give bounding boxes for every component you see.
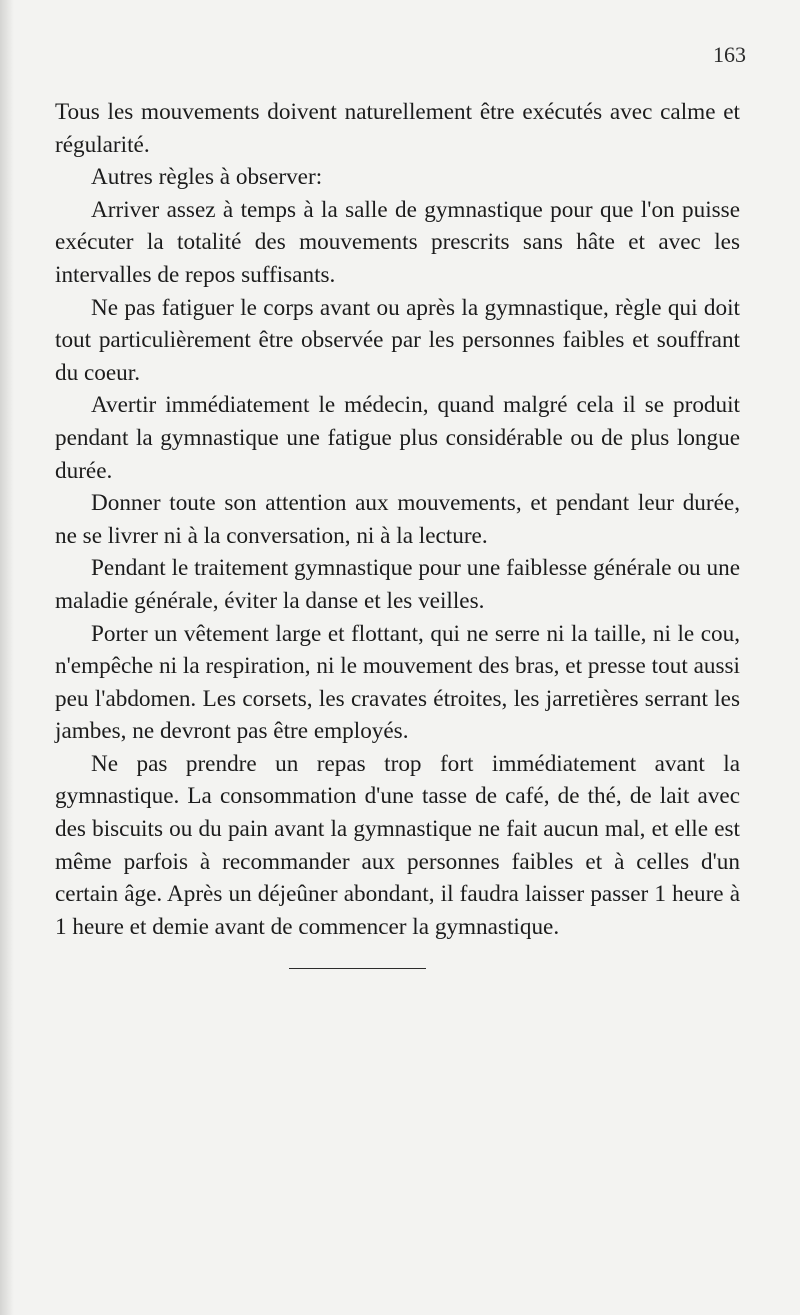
paragraph: Avertir immédiatement le médecin, quand malgré cela il se produit pendant la gymnastique une fatigue plus considérable ou de plus longue durée. bbox=[55, 392, 740, 484]
page-edge-shadow bbox=[0, 0, 14, 1315]
paragraph: Autres règles à observer: bbox=[91, 164, 323, 191]
section-end-rule bbox=[289, 968, 426, 969]
paragraph: Donner toute son attention aux mouvements, et pendant leur durée, ne se livrer ni à la conversation, ni à la lecture. bbox=[55, 490, 740, 549]
paragraph: Arriver assez à temps à la salle de gymnastique pour que l'on puisse exécuter la totalité des mouvements prescrits sans hâte et avec les intervalles de repos suffisants. bbox=[55, 196, 740, 288]
paragraph: Pendant le traitement gymnastique pour une faiblesse générale ou une maladie générale, éviter la danse et les veilles. bbox=[55, 555, 740, 614]
page-number: 163 bbox=[713, 42, 746, 67]
paragraph: Porter un vêtement large et flottant, qui ne serre ni la taille, ni le cou, n'empêche ni la respiration, ni le mouvement des bras, et presse tout aussi peu l'abdomen. Les corsets, les cravates étroites, les jarretières serrant les jambes, ne devront pas être employés. bbox=[55, 620, 740, 745]
paragraph: Ne pas prendre un repas trop fort immédiatement avant la gymnastique. La consommation d'une tasse de café, de thé, de lait avec des biscuits ou du pain avant la gymnastique ne fait aucun mal, et elle est même parfois à recommander aux personnes faibles et à celles d'un certain âge. Après un déjeûner abondant, il faudra laisser passer 1 heure à 1 heure et demie avant de commencer la gymnastique. bbox=[55, 750, 740, 940]
paragraph: Tous les mouvements doivent naturellement être exécutés avec calme et régularité. bbox=[55, 99, 740, 158]
body-text bbox=[55, 96, 740, 943]
paragraph: Ne pas fatiguer le corps avant ou après la gymnastique, règle qui doit tout particulièrement être observée par les personnes faibles et souffrant du coeur. bbox=[55, 294, 740, 386]
